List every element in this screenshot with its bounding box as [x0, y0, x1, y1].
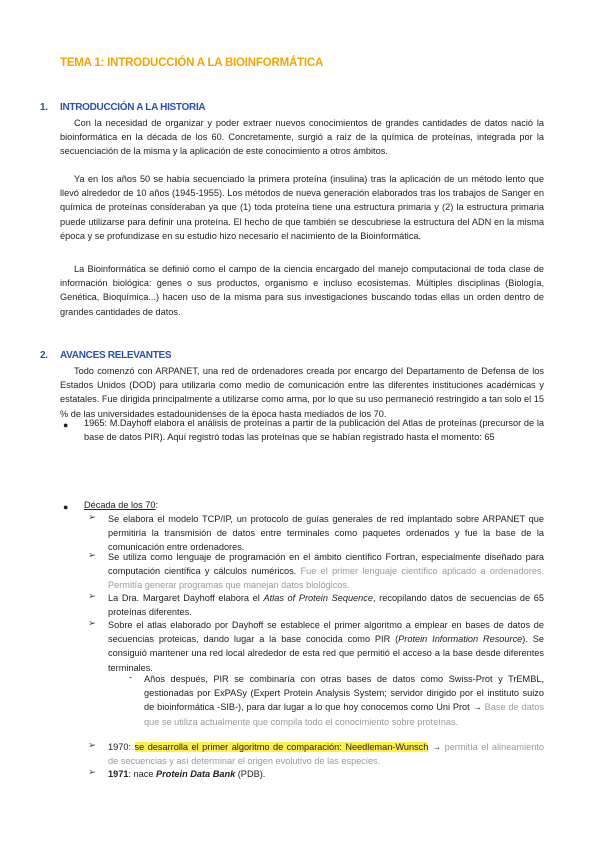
decada-70-label: Década de los 70 — [84, 500, 156, 510]
uniprot-note: Base de datos que se utiliza actualmente que compila todo el conocimiento sobre proteínas. — [144, 702, 544, 727]
needleman-wunsch-note: permitía el alineamiento de secuencias y así determinar el origen evolutivo de las especies. — [108, 742, 544, 767]
arrow-item-tcp-ip: Se elabora el modelo TCP/IP, un protocolo de guías generales de red implantado sobre ARPANET que permitiría la transmisión de datos entre terminales como paquetes ordenados y fue la base de la comunicación entre ordenadores. — [108, 514, 544, 553]
arrow-3-marker: ➢ — [88, 591, 96, 602]
bullet-1965: 1965: M.Dayhoff elabora el análisis de proteínas a partir de la publicación del Atlas de proteínas (precursor de la base de datos PIR). Aquí registró todas las proteínas que se habían registrado hasta el momento: 65 — [84, 418, 544, 443]
arrow-6-marker: ➢ — [88, 767, 96, 778]
section-1-number: 1. — [40, 102, 48, 113]
arrow-item-fortran: Se utiliza como lenguaje de programación en el ámbito científico Fortran, especialmente diseñado para computación científica y cálculos numéricos. Fue el primer lenguaje científico aplicado a ordenadores. Permitía generar programas que manejan datos biológicos. — [108, 552, 545, 591]
section-1-heading — [40, 102, 205, 113]
document-title: TEMA 1: INTRODUCCIÓN A LA BIOINFORMÁTICA — [60, 57, 324, 69]
bullet-1965-marker: ● — [63, 420, 69, 430]
arrow-4-marker: ➢ — [88, 618, 96, 629]
arrow-2-marker: ➢ — [88, 550, 96, 561]
arrow-item-needleman-wunsch: 1970: se desarrolla el primer algoritmo de comparación: Needleman-Wunsch → permitía el alineamiento de secuencias y así determinar el origen evolutivo de las especies. — [108, 742, 544, 767]
section-1-title: INTRODUCCIÓN A LA HISTORIA — [60, 102, 206, 113]
section-1-paragraph-1: Con la necesidad de organizar y poder extraer nuevos conocimientos de grandes cantidades de datos nació la bioinformática en la década de los 60. Concretamente, surgió a raíz de la química de proteínas, integrada por la secuenciación de la misma y la aplicación de este conocimiento a otros ámbitos. — [60, 118, 544, 157]
atlas-title: Atlas of Protein Sequence — [263, 593, 373, 603]
section-2-heading — [40, 350, 171, 361]
pdb-name: Protein Data Bank — [156, 769, 236, 779]
section-1-paragraph-2: Ya en los años 50 se había secuenciado la primera proteína (insulina) tras la aplicación de un método lento que llevó alrededor de 10 años (1945-1955). Los métodos de nueva generación elaborados tras los trabajos de Sanger en química de proteínas consideraban ya que (1) toda proteína tiene una estructura primaria y (2) la estructura primaria puede utilizarse para definir una proteína. El hecho de que también se descubriese la estructura del ADN en la misma época y se profundizase en su estudio hizo necesario el nacimiento de la Bioinformática. — [60, 174, 544, 241]
arrow-item-atlas: La Dra. Margaret Dayhoff elabora el Atlas of Protein Sequence, recopilando datos de secuencias de 65 proteínas diferentes. — [108, 593, 544, 618]
arrow-item-pir: Sobre el atlas elaborado por Dayhoff se establece el primer algoritmo a emplear en bases de datos de secuencias proteicas, dando lugar a la base conocida como PIR (Protein Information Resource). Se consiguió mantener una red local alrededor de esta red que permitió el acceso a la base desde diferentes terminales. — [108, 620, 544, 673]
arrow-1-marker: ➢ — [88, 512, 96, 523]
bullet-decada-70: Década de los 70: — [84, 500, 159, 510]
section-2-paragraph-1: Todo comenzó con ARPANET, una red de ordenadores creada por encargo del Departamento de Defensa de los Estados Unidos (DOD) para utilizarla como medio de comunicación entre las diferentes instituciones académicas y estatales. Fue dirigida principalmente a utilizarse como arma, por lo que su uso permaneció restringido a tan solo el 15 % de las universidades estadounidenses de la época hasta mediados de los 70. — [60, 366, 544, 419]
fortran-note: Fue el primer lenguaje científico aplicado a ordenadores. Permitía generar programas que manejan datos biológicos. — [108, 566, 545, 591]
section-2-number: 2. — [40, 350, 48, 361]
needleman-wunsch-highlight: se desarrolla el primer algoritmo de comparación: Needleman-Wunsch — [134, 742, 429, 752]
arrow-5-marker: ➢ — [88, 740, 96, 751]
section-1-paragraph-3: La Bioinformática se definió como el campo de la ciencia encargado del manejo computacional de toda clase de información biológica: genes o sus productos, organismo e incluso ecosistemas. Múltiples disciplinas (Biología, Genética, Bioquímica...) hacen uso de la misma para sus investigaciones buscando todas ellas un orden dentro de grandes cantidades de datos. — [60, 264, 544, 317]
section-2-title: AVANCES RELEVANTES — [60, 350, 172, 361]
dash-item-uniprot: Años después, PIR se combinaría con otras bases de datos como Swiss-Prot y TrEMBL, gestionadas por ExPASy (Expert Protein Analysis System; servidor dirigido por el instituto suizo de bioinformática -SIB-), para dar lugar a lo que hoy conocemos como Uni Prot → Base de datos que se utiliza actualmente que compila todo el conocimiento sobre proteínas. — [144, 674, 544, 727]
dash-marker: - — [129, 672, 133, 683]
pir-full-name: Protein Information Resource — [398, 634, 523, 645]
bullet-decada-70-marker: ● — [63, 502, 69, 512]
arrow-item-pdb: 1971: nace Protein Data Bank (PDB). — [108, 769, 266, 779]
